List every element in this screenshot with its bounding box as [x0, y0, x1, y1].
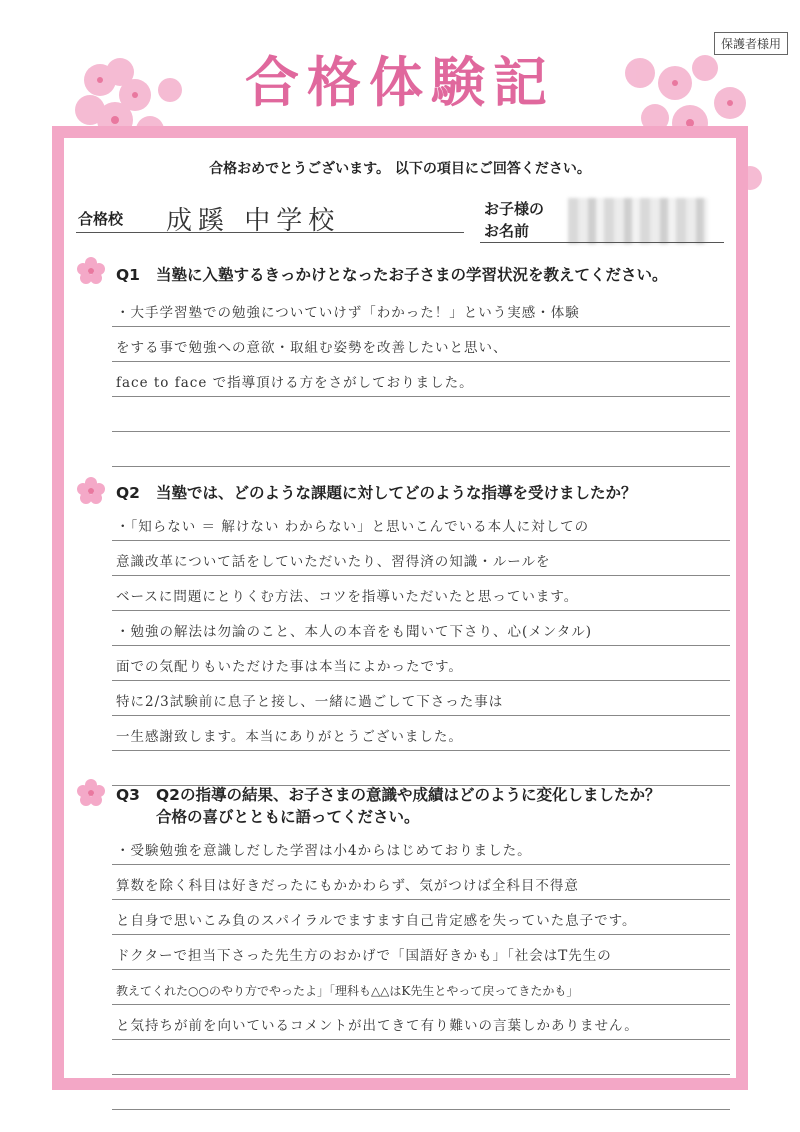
- child-name-label-1: お子様の: [484, 200, 545, 218]
- q3-answer-line: ドクターで担当下さった先生方のおかげで「国語好きかも」「社会はT先生の: [116, 948, 612, 964]
- school-label: 合格校: [78, 210, 124, 228]
- q2-answer-line: ベースに問題にとりくむ方法、コツを指導いただいたと思っています。: [116, 589, 579, 605]
- q3-answer-line: ・受験勉強を意識しだした学習は小4からはじめておりました。: [116, 843, 532, 859]
- q3-number: Q3: [116, 786, 140, 804]
- question-q2: [116, 482, 716, 504]
- question-q1: [116, 264, 716, 286]
- q2-text: 当塾では、どのような課題に対してどのような指導を受けましたか？: [156, 484, 637, 502]
- redacted-child-name: [568, 198, 708, 244]
- q3-answer-line: 算数を除く科目は好きだったにもかかわらず、気がつけば全科目不得意: [116, 878, 579, 894]
- school-value: 成蹊 中学校: [166, 206, 341, 236]
- q3-answer-line: と自身で思いこみ負のスパイラルでますます自己肯定感を失っていた息子です。: [116, 913, 637, 929]
- child-name-underline: [480, 242, 724, 243]
- q2-answer-line: 面での気配りもいただけた事は本当によかったです。: [116, 659, 463, 675]
- q1-answer-line: ・大手学習塾での勉強についていけず「わかった！」という実感・体験: [116, 305, 580, 321]
- q2-number: Q2: [116, 484, 140, 502]
- question-q3: [116, 784, 716, 828]
- q2-answer-lines: [112, 506, 730, 786]
- q3-answer-line: と気持ちが前を向いているコメントが出てきて有り難いの言葉しかありません。: [116, 1018, 639, 1034]
- q1-answer-line: をする事で勉強への意欲・取組む姿勢を改善したいと思い、: [116, 340, 508, 356]
- q3-text-2: 合格の喜びとともに語ってください。: [156, 808, 420, 826]
- q1-text: 当塾に入塾するきっかけとなったお子さまの学習状況を教えてください。: [156, 266, 668, 284]
- flower-icon: [76, 256, 106, 286]
- q3-answer-line: 教えてくれた○○のやり方でやったよ」「理科も△△はK先生とやって戻ってきたかも」: [116, 984, 579, 998]
- flower-icon: [76, 476, 106, 506]
- child-name-label-2: お名前: [484, 222, 530, 240]
- q2-answer-line: 特に2/3試験前に息子と接し、一緒に過ごして下さった事は: [116, 694, 504, 710]
- q2-answer-line: 意識改革について話をしていただいたり、習得済の知識・ルールを: [116, 554, 551, 570]
- q2-answer-line: 一生感謝致します。本当にありがとうございました。: [116, 729, 463, 745]
- q2-answer-line: ・勉強の解法は勿論のこと、本人の本音をも聞いて下さり、心(メンタル): [116, 624, 592, 640]
- q2-answer-line: ・「知らない ＝ 解けない わからない」と思いこんでいる本人に対しての: [116, 519, 590, 535]
- q3-text: Q2の指導の結果、お子さまの意識や成績はどのように変化しましたか？: [156, 786, 661, 804]
- q1-number: Q1: [116, 266, 140, 284]
- page-title: 合格体験記: [245, 50, 555, 114]
- q1-answer-lines: [112, 292, 730, 467]
- q1-answer-line: face to face で指導頂ける方をさがしておりました。: [116, 375, 474, 391]
- intro-text: 合格おめでとうございます。 以下の項目にご回答ください。: [209, 161, 591, 177]
- q3-answer-lines: [112, 830, 730, 1110]
- flower-icon: [76, 778, 106, 808]
- parent-use-tag: 保護者様用: [714, 32, 788, 55]
